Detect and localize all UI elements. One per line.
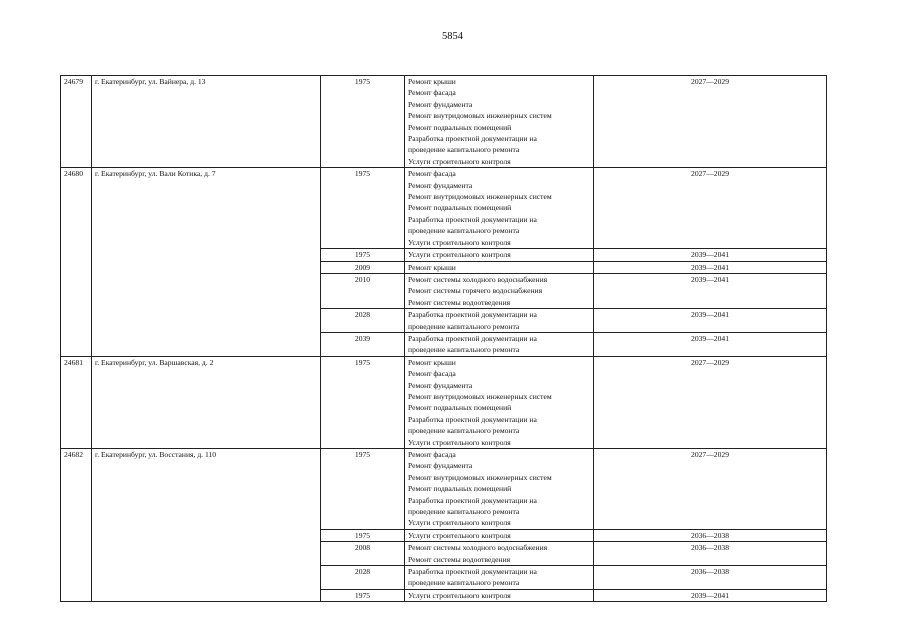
year-cell: 2010: [321, 273, 405, 308]
works-cell: [405, 589, 594, 601]
period-cell: 2039—2041: [594, 332, 827, 356]
year-cell: 1975: [321, 249, 405, 261]
work-item: Ремонт крыши: [408, 77, 456, 86]
work-item: Ремонт фундамента: [408, 380, 473, 390]
work-item: Разработка проектной документации на: [408, 214, 537, 224]
work-item: Ремонт фасада: [408, 369, 456, 379]
works-cell: [405, 309, 594, 333]
table-row: [61, 168, 827, 249]
record-id: 24680: [61, 168, 92, 357]
building-address: г. Екатеринбург, ул. Вайнера, д. 13: [92, 76, 321, 168]
work-item: проведение капитального ремонта: [408, 345, 520, 355]
period-cell: 2039—2041: [594, 589, 827, 601]
year-cell: 2039: [321, 332, 405, 356]
year-cell: 1975: [321, 76, 405, 168]
work-item: Услуги строительного контроля: [408, 237, 511, 247]
works-cell: [405, 449, 594, 530]
work-item: Услуги строительного контроля: [408, 530, 511, 540]
work-item: проведение капитального ремонта: [408, 145, 520, 155]
period-cell: 2039—2041: [594, 249, 827, 261]
work-item: Услуги строительного контроля: [408, 518, 511, 528]
work-item: Ремонт системы водоотведения: [408, 554, 511, 564]
year-cell: 2028: [321, 566, 405, 590]
work-item: проведение капитального ремонта: [408, 426, 520, 436]
period-cell: 2027—2029: [594, 76, 827, 168]
year-cell: 1975: [321, 168, 405, 249]
work-item: Ремонт крыши: [408, 357, 456, 367]
works-cell: [405, 261, 594, 273]
period-cell: 2027—2029: [594, 449, 827, 530]
works-cell: [405, 566, 594, 590]
works-cell: [405, 332, 594, 356]
period-cell: 2027—2029: [594, 168, 827, 249]
work-item: проведение капитального ремонта: [408, 321, 520, 331]
work-item: Ремонт крыши: [408, 262, 456, 272]
table-row: [61, 449, 827, 530]
works-cell: [405, 273, 594, 308]
work-item: Ремонт фундамента: [408, 180, 473, 190]
record-id: 24681: [61, 356, 92, 448]
work-item: Ремонт подвальных помещений: [408, 122, 512, 132]
works-cell: [405, 529, 594, 541]
period-cell: 2027—2029: [594, 356, 827, 448]
period-cell: 2039—2041: [594, 273, 827, 308]
work-item: Ремонт системы холодного водоснабжения: [408, 274, 548, 284]
year-cell: 2028: [321, 309, 405, 333]
period-cell: 2036—2038: [594, 566, 827, 590]
work-item: Ремонт фасада: [408, 169, 456, 179]
work-item: Разработка проектной документации на: [408, 495, 537, 505]
work-item: Разработка проектной документации на: [408, 134, 537, 144]
period-cell: 2036—2038: [594, 542, 827, 566]
work-item: Ремонт фасада: [408, 450, 456, 459]
work-item: Ремонт внутридомовых инженерных систем: [408, 111, 552, 121]
table-row: [61, 76, 827, 168]
year-cell: 2009: [321, 261, 405, 273]
year-cell: 1975: [321, 449, 405, 530]
work-item: Ремонт системы горячего водоснабжения: [408, 286, 543, 296]
works-cell: [405, 168, 594, 249]
work-item: Ремонт системы водоотведения: [408, 297, 511, 307]
year-cell: 1975: [321, 356, 405, 448]
year-cell: 2008: [321, 542, 405, 566]
work-item: Разработка проектной документации на: [408, 414, 537, 424]
works-cell: [405, 356, 594, 448]
work-item: Услуги строительного контроля: [408, 250, 511, 260]
year-cell: 1975: [321, 589, 405, 601]
work-item: Услуги строительного контроля: [408, 437, 511, 447]
building-address: г. Екатеринбург, ул. Варшавская, д. 2: [92, 356, 321, 448]
works-cell: [405, 542, 594, 566]
work-item: Разработка проектной документации на: [408, 310, 537, 320]
period-cell: 2039—2041: [594, 309, 827, 333]
capital-repair-table: [60, 75, 827, 602]
work-item: Ремонт фасада: [408, 88, 456, 98]
work-item: Ремонт системы холодного водоснабжения: [408, 543, 548, 553]
year-cell: 1975: [321, 529, 405, 541]
work-item: Услуги строительного контроля: [408, 156, 511, 166]
work-item: Ремонт внутридомовых инженерных систем: [408, 391, 552, 401]
work-item: Ремонт внутридомовых инженерных систем: [408, 192, 552, 202]
period-cell: 2036—2038: [594, 529, 827, 541]
work-item: Ремонт внутридомовых инженерных систем: [408, 472, 552, 482]
period-cell: 2039—2041: [594, 261, 827, 273]
work-item: Ремонт подвальных помещений: [408, 203, 512, 213]
works-cell: [405, 249, 594, 261]
work-item: проведение капитального ремонта: [408, 226, 520, 236]
work-item: Ремонт фундамента: [408, 461, 473, 471]
building-address: г. Екатеринбург, ул. Восстания, д. 110: [92, 449, 321, 602]
work-item: проведение капитального ремонта: [408, 578, 520, 588]
work-item: проведение капитального ремонта: [408, 507, 520, 517]
works-cell: [405, 76, 594, 168]
work-item: Ремонт подвальных помещений: [408, 484, 512, 494]
page-number: 5854: [442, 31, 463, 42]
record-id: 24679: [61, 76, 92, 168]
table-row: [61, 356, 827, 448]
work-item: Ремонт подвальных помещений: [408, 403, 512, 413]
work-item: Разработка проектной документации на: [408, 333, 537, 343]
work-item: Ремонт фундамента: [408, 99, 473, 109]
work-item: Разработка проектной документации на: [408, 567, 537, 577]
work-item: Услуги строительного контроля: [408, 590, 511, 600]
table-body: [61, 76, 827, 602]
record-id: 24682: [61, 449, 92, 602]
building-address: г. Екатеринбург, ул. Вали Котика, д. 7: [92, 168, 321, 357]
